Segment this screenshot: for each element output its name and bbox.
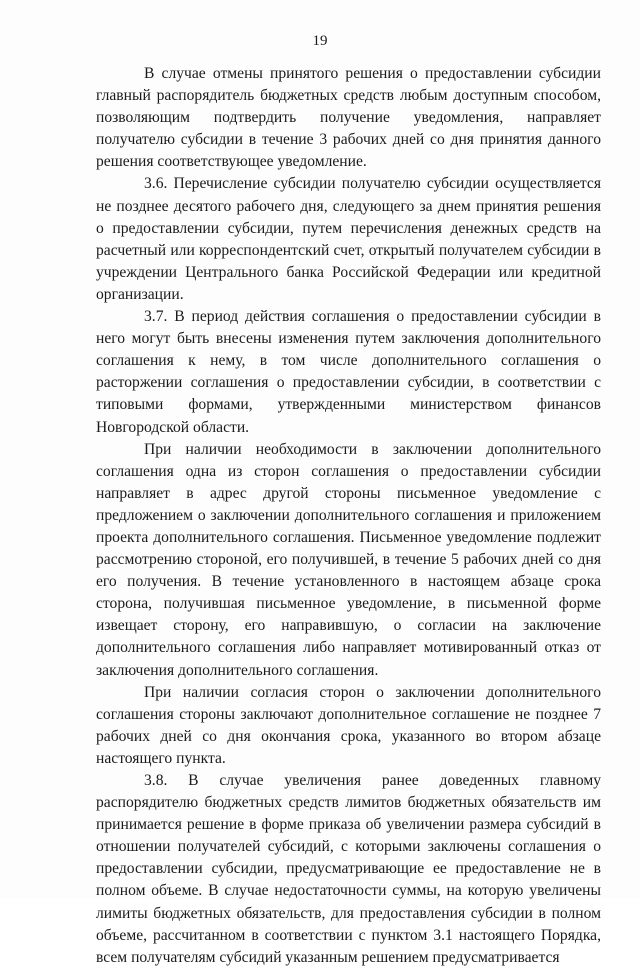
paragraph-additional-agreement-conclusion: При наличии согласия сторон о заключении дополнительного соглашения стороны заключают дополнительное соглашение не позднее 7 рабочих дней со дня окончания срока, указанного во втором абзаце настоящего пункта. [96, 683, 601, 767]
document-body [96, 63, 601, 969]
paragraph-3-8: 3.8. В случае увеличения ранее доведенных главному распорядителю бюджетных средств лимитов бюджетных обязательств им принимается решение в форме приказа об увеличении размера субсидий в отношении получателей субсидий, с которыми заключены соглашения о предоставлении субсидии, предусматривающие ее предоставление не в полном объеме. В случае недостаточности суммы, на которую увеличены лимиты бюджетных обязательств, для предоставления субсидии в полном объеме, рассчитанном в соответствии с пунктом 3.1 настоящего Порядка, всем получателям субсидий указанным решением предусматривается [96, 772, 601, 966]
paragraph-additional-agreement-notice: При наличии необходимости в заключении дополнительного соглашения одна из сторон соглашения о предоставлении субсидии направляет в адрес другой стороны письменное уведомление с предложением о заключении дополнительного соглашения и приложением проекта дополнительного соглашения. Письменное уведомление подлежит рассмотрению стороной, его получившей, в течение 5 рабочих дней со дня его получения. В течение установленного в настоящем абзаце срока сторона, получившая письменное уведомление, в письменной форме извещает сторону, его направившую, о согласии на заключение дополнительного соглашения либо направляет мотивированный отказ от заключения дополнительного соглашения. [96, 440, 601, 679]
page-number: 19 [312, 33, 328, 49]
paragraph-3-7: 3.7. В период действия соглашения о предоставлении субсидии в него могут быть внесены изменения путем заключения дополнительного соглашения к нему, в том числе дополнительного соглашения о расторжении соглашения о предоставлении субсидии, в соответствии с типовыми формами, утвержденными министерством финансов Новгородской области. [96, 308, 601, 436]
paragraph-3-6: 3.6. Перечисление субсидии получателю субсидии осуществляется не позднее десятого рабочего дня, следующего за днем принятия решения о предоставлении субсидии, путем перечисления денежных средств на расчетный или корреспондентский счет, открытый получателем субсидии в учреждении Центрального банка Российской Федерации или кредитной организации. [96, 175, 601, 303]
paragraph-subsidy-cancellation: В случае отмены принятого решения о предоставлении субсидии главный распорядитель бюджетных средств любым доступным способом, позволяющим подтвердить получение уведомления, направляет получателю субсидии в течение 3 рабочих дней со дня принятия данного решения соответствующее уведомление. [96, 65, 601, 171]
